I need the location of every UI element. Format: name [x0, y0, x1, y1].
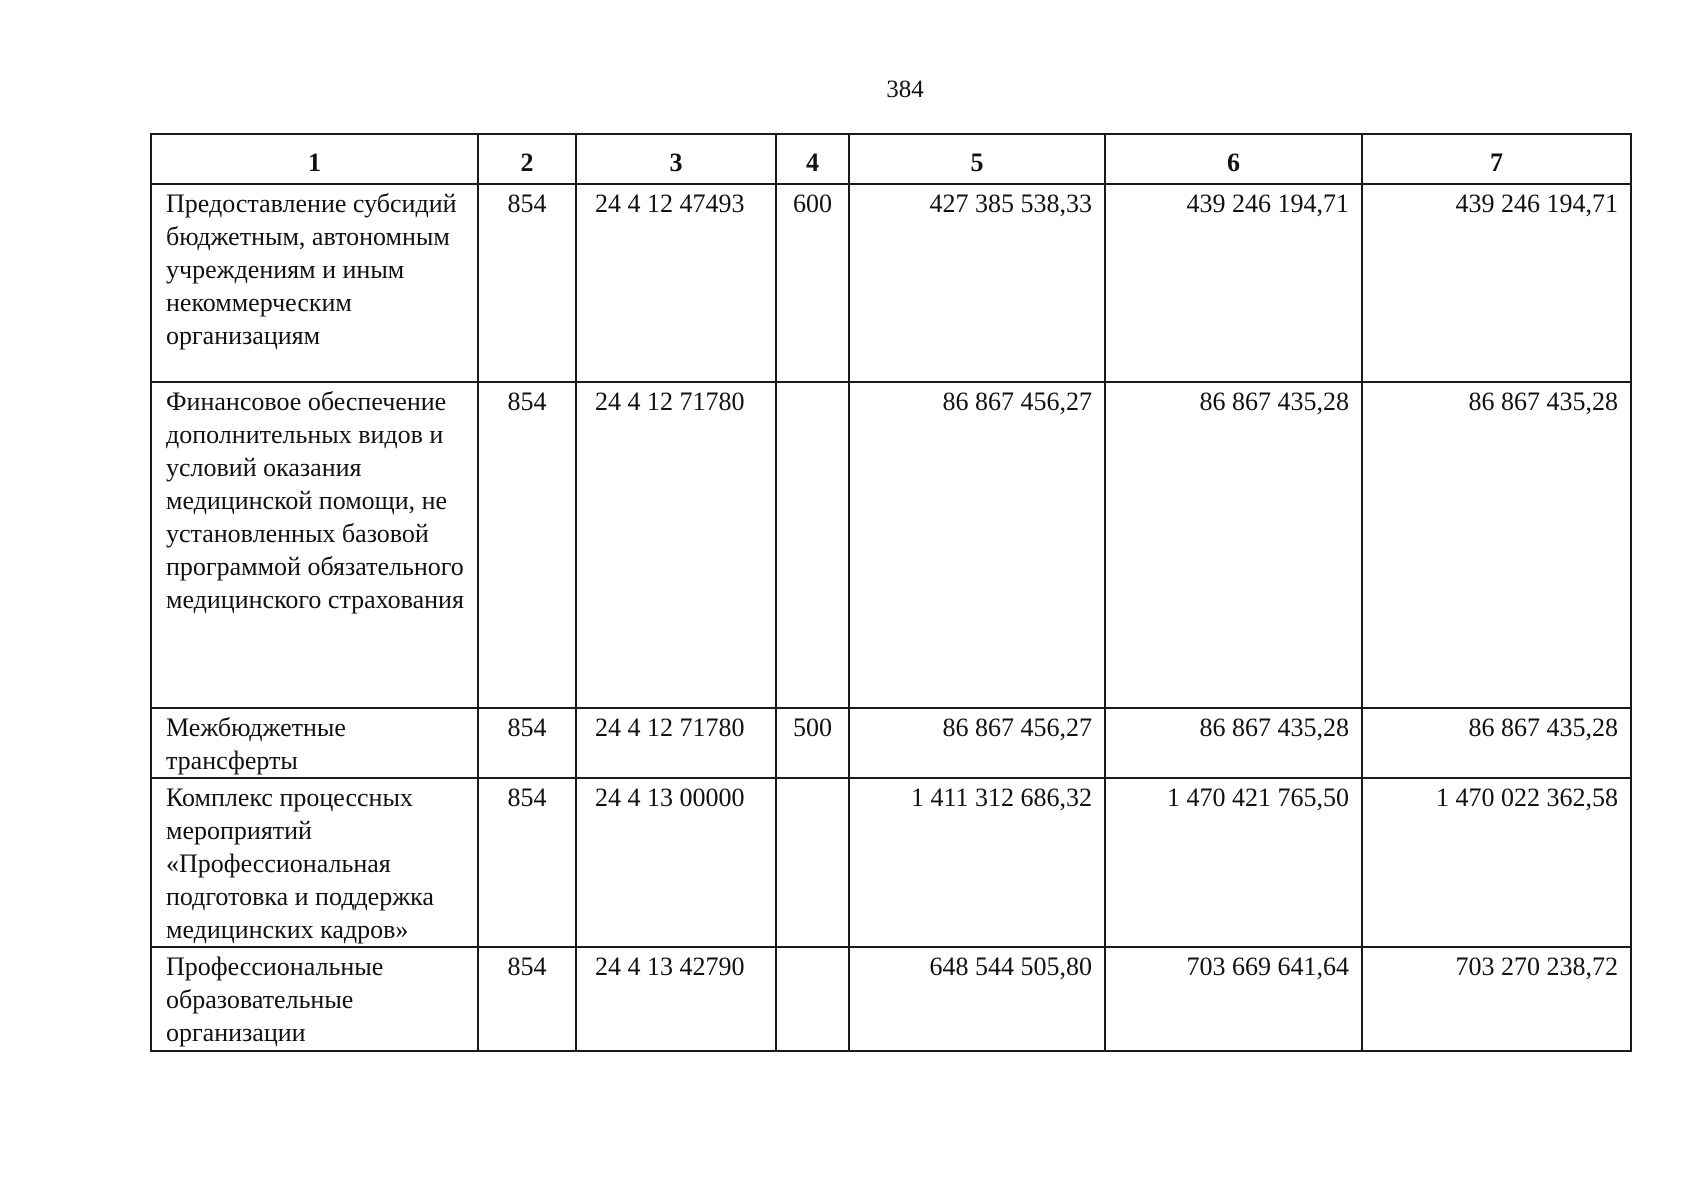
row-col3: 24 4 12 47493 [576, 184, 776, 382]
row-name: Финансовое обеспечение дополнительных видов и условий оказания медицинской помощи, не установленных базовой программой обязательного медицинского страхования [151, 382, 478, 708]
row-col4 [776, 778, 849, 947]
row-col3: 24 4 13 42790 [576, 947, 776, 1051]
row-col2: 854 [478, 778, 576, 947]
row-col7: 703 270 238,72 [1362, 947, 1631, 1051]
table-header [151, 134, 1631, 184]
column-header-1: 1 [151, 134, 478, 184]
row-col3: 24 4 13 00000 [576, 778, 776, 947]
row-col6: 439 246 194,71 [1105, 184, 1362, 382]
row-col7: 1 470 022 362,58 [1362, 778, 1631, 947]
row-name: Предоставление субсидий бюджетным, автономным учреждениям и иным некоммерческим организациям [151, 184, 478, 382]
row-col5: 648 544 505,80 [849, 947, 1105, 1051]
row-col3: 24 4 12 71780 [576, 382, 776, 708]
row-col6: 86 867 435,28 [1105, 708, 1362, 778]
row-col6: 703 669 641,64 [1105, 947, 1362, 1051]
row-col7: 439 246 194,71 [1362, 184, 1631, 382]
row-col7: 86 867 435,28 [1362, 708, 1631, 778]
table-row [151, 184, 1631, 382]
row-col2: 854 [478, 382, 576, 708]
row-col5: 86 867 456,27 [849, 708, 1105, 778]
budget-table [150, 133, 1632, 1052]
column-header-3: 3 [576, 134, 776, 184]
row-name: Комплекс процессных мероприятий «Профессиональная подготовка и поддержка медицинских кадров» [151, 778, 478, 947]
row-col2: 854 [478, 184, 576, 382]
table-row [151, 947, 1631, 1051]
column-header-6: 6 [1105, 134, 1362, 184]
row-name: Профессиональные образовательные организации [151, 947, 478, 1051]
table-row [151, 708, 1631, 778]
row-col5: 1 411 312 686,32 [849, 778, 1105, 947]
row-col6: 1 470 421 765,50 [1105, 778, 1362, 947]
row-name: Межбюджетные трансферты [151, 708, 478, 778]
page-number: 384 [886, 76, 924, 103]
table-body [151, 184, 1631, 1051]
row-col7: 86 867 435,28 [1362, 382, 1631, 708]
column-header-7: 7 [1362, 134, 1631, 184]
row-col4: 600 [776, 184, 849, 382]
row-col6: 86 867 435,28 [1105, 382, 1362, 708]
row-col3: 24 4 12 71780 [576, 708, 776, 778]
row-col5: 427 385 538,33 [849, 184, 1105, 382]
column-header-4: 4 [776, 134, 849, 184]
row-col4 [776, 947, 849, 1051]
row-col4 [776, 382, 849, 708]
row-col2: 854 [478, 947, 576, 1051]
row-col2: 854 [478, 708, 576, 778]
table-row [151, 778, 1631, 947]
header-row [151, 134, 1631, 184]
table-row [151, 382, 1631, 708]
column-header-5: 5 [849, 134, 1105, 184]
row-col5: 86 867 456,27 [849, 382, 1105, 708]
column-header-2: 2 [478, 134, 576, 184]
row-col4: 500 [776, 708, 849, 778]
